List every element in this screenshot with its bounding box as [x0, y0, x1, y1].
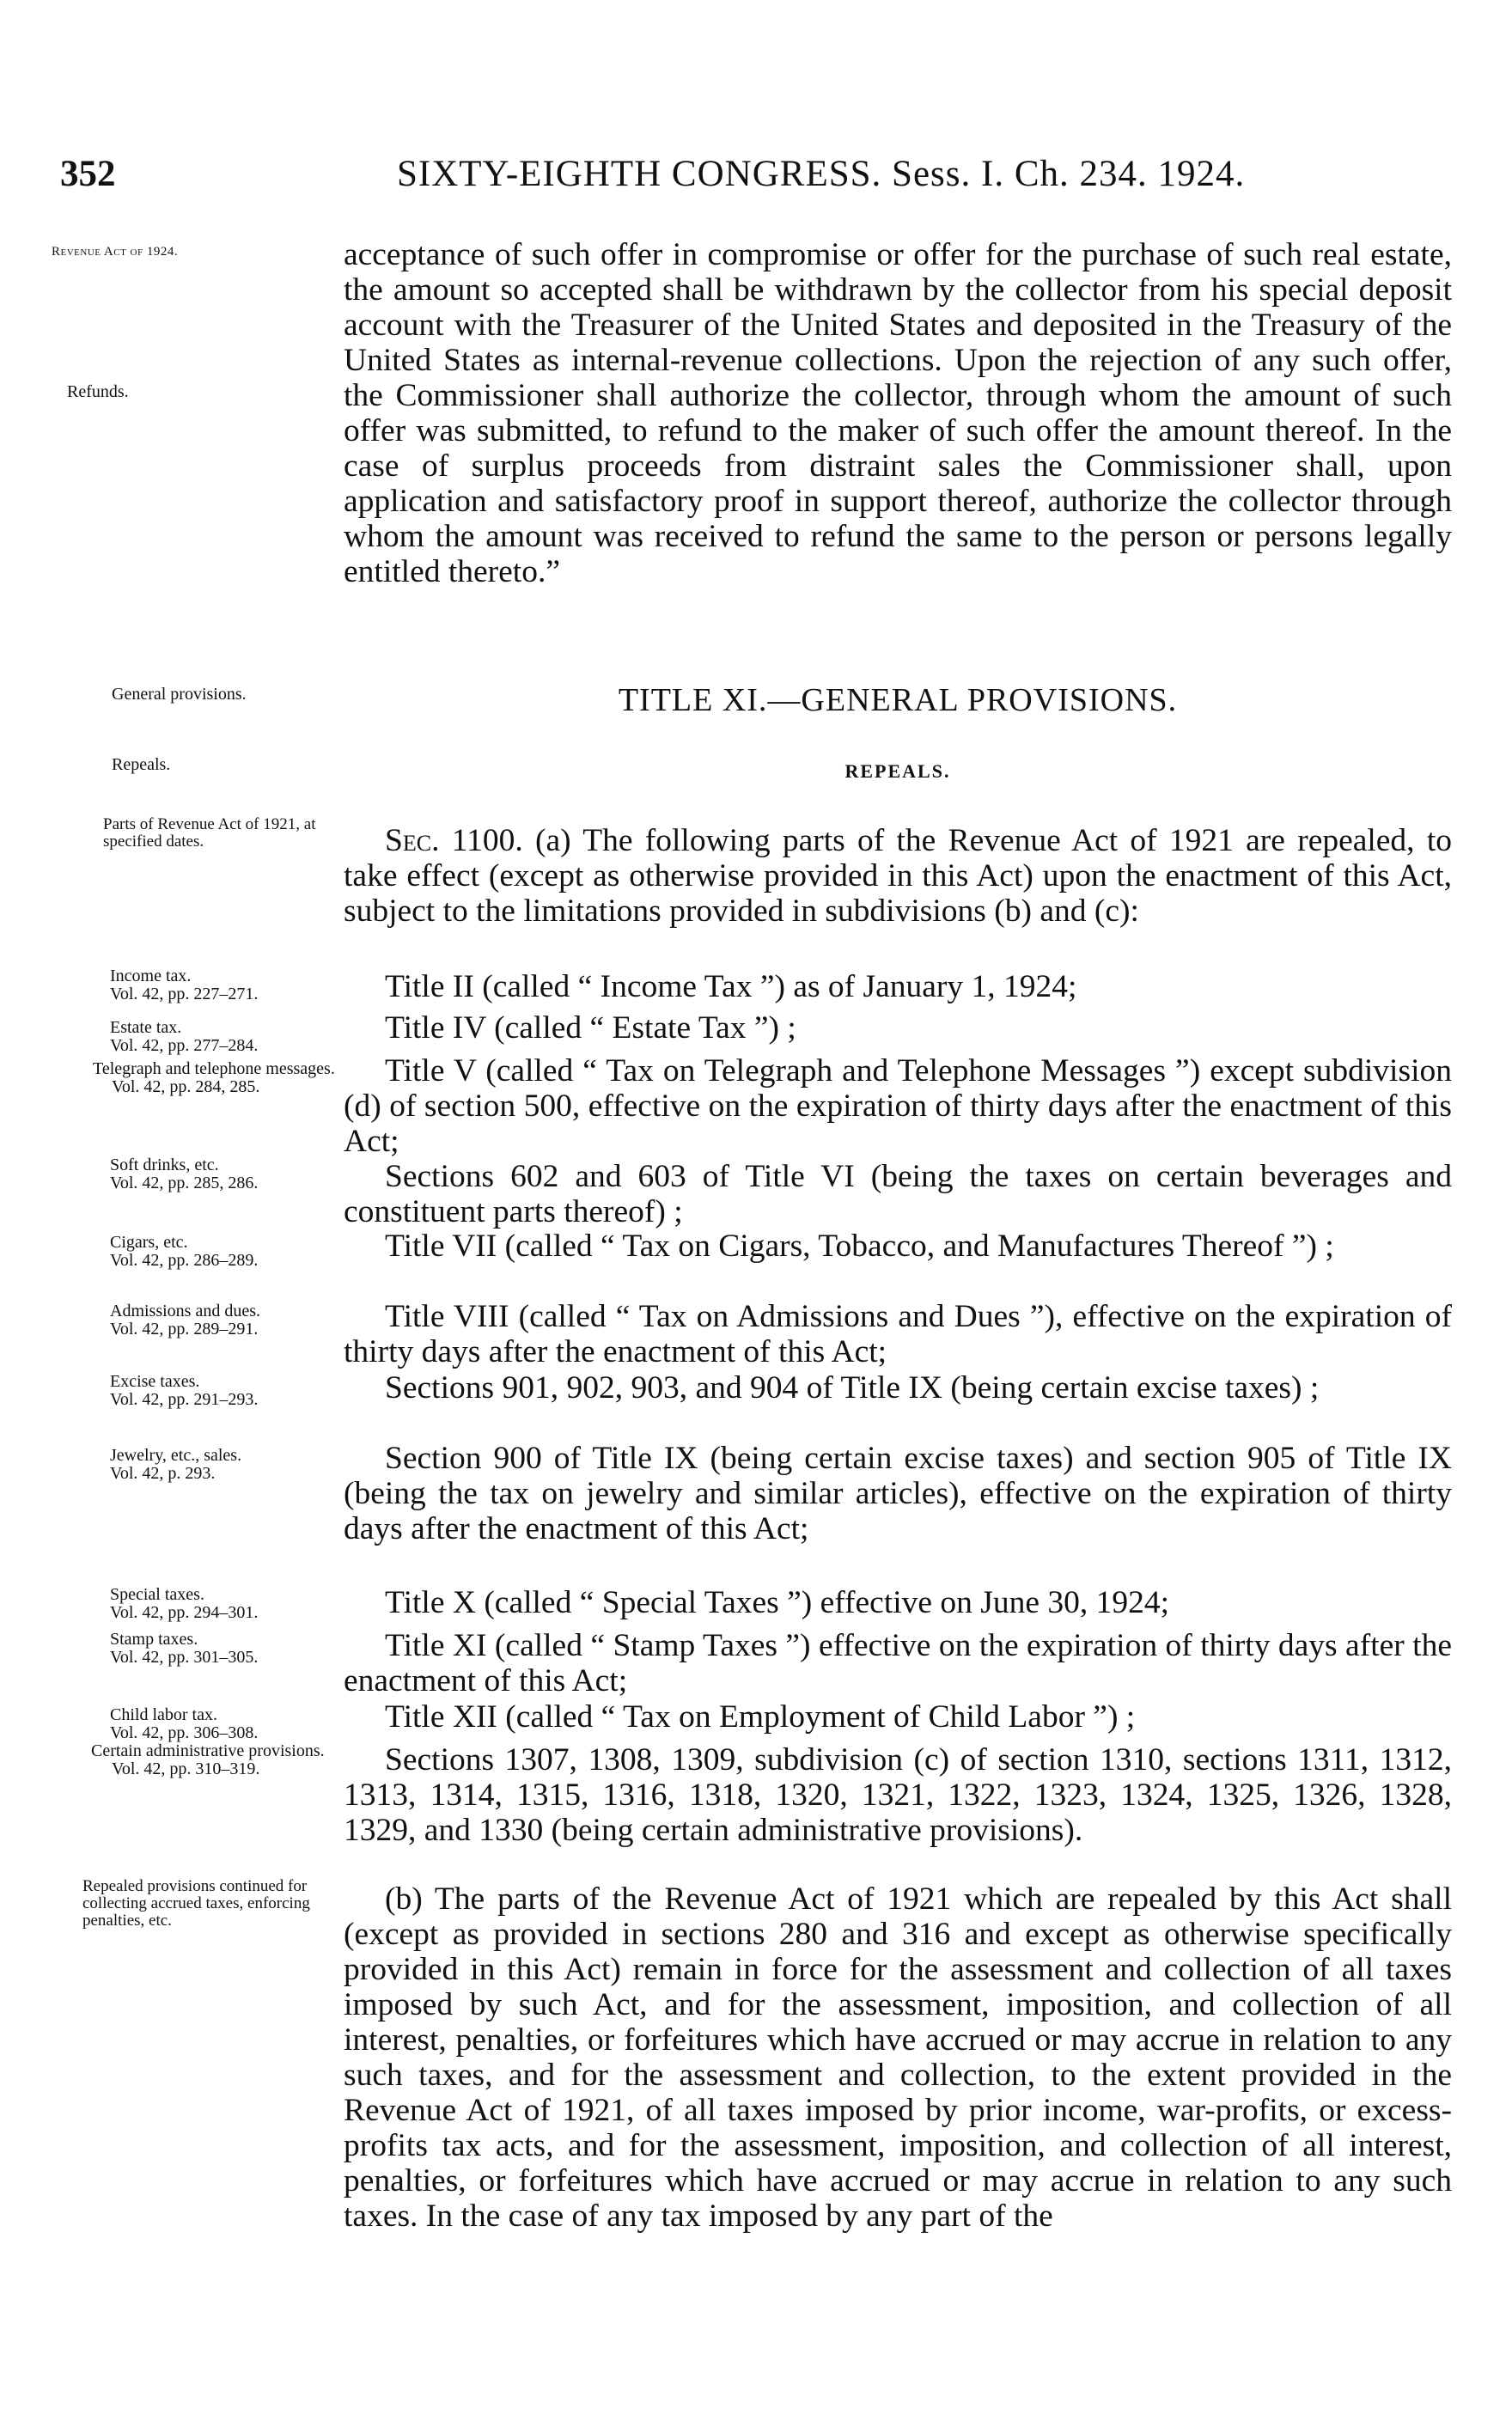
repeal-item-income: Title II (called “ Income Tax ”) as of January 1, 1924;: [385, 969, 1077, 1004]
margin-note-income-tax-ref: Vol. 42, pp. 227–271.: [110, 985, 259, 1003]
margin-note-repeals: Repeals.: [112, 755, 171, 774]
margin-note-excise-ref: Vol. 42, pp. 291–293.: [110, 1390, 259, 1409]
margin-note-estate-tax: [110, 1019, 359, 1055]
margin-note-jewelry: [110, 1447, 359, 1483]
margin-note-child-labor-title: Child labor tax.: [110, 1705, 217, 1724]
repeal-item-child: Title XII (called “ Tax on Employment of Child Labor ”) ;: [385, 1699, 1136, 1735]
margin-note-cigars-title: Cigars, etc.: [110, 1233, 188, 1252]
margin-note-stamp-title: Stamp taxes.: [110, 1630, 198, 1649]
margin-note-admin-ref: Vol. 42, pp. 310–319.: [112, 1759, 260, 1778]
margin-note-estate-tax-ref: Vol. 42, pp. 277–284.: [110, 1036, 259, 1055]
section-1100-text: 1100. (a) The following parts of the Revenue Act of 1921 are repealed, to take effect (except as otherwise provided in this Act) upon the enactment of this Act, subject to the limitations provided in subdivisions (b) and (c):: [344, 823, 1452, 929]
margin-note-special-ref: Vol. 42, pp. 294–301.: [110, 1603, 259, 1622]
margin-note-general-provisions: General provisions.: [112, 685, 247, 704]
margin-note-estate-tax-title: Estate tax.: [110, 1018, 182, 1037]
margin-note-parts-of-act: Parts of Revenue Act of 1921, at specified dates.: [103, 815, 316, 851]
margin-note-telegraph-title: Telegraph and telephone messages.: [93, 1059, 335, 1078]
margin-note-stamp-ref: Vol. 42, pp. 301–305.: [110, 1648, 259, 1667]
running-head: SIXTY-EIGHTH CONGRESS. Sess. I. Ch. 234. 1924.: [397, 154, 1246, 194]
margin-note-cigars-ref: Vol. 42, pp. 286–289.: [110, 1251, 259, 1270]
margin-note-admin: [91, 1742, 342, 1778]
margin-note-telegraph: [93, 1060, 342, 1096]
paragraph-b: (b) The parts of the Revenue Act of 1921 which are repealed by this Act shall (except as provided in sections 280 and 316 and except as otherwise specifically provided in this Act) remain in force for the assessment and collection of all taxes imposed by such Act, and for the assessment, imposition, and collection of all interest, penalties, or forfeitures which have accrued or may accrue in relation to any such taxes, and for the assessment and collection, to the extent provided in the Revenue Act of 1921, of all taxes imposed by prior income, war-profits, or excess-profits tax acts, and for the assessment, imposition, and collection of all interest, penalties, or forfeitures which have accrued or may accrue in relation to any such taxes. In the case of any tax imposed by any part of the: [344, 1881, 1452, 2234]
repeal-item-cigars: Title VII (called “ Tax on Cigars, Tobacco, and Manufactures Thereof ”) ;: [385, 1229, 1334, 1264]
margin-note-soft-drinks: [110, 1156, 359, 1192]
repeal-item-jewelry: Section 900 of Title IX (being certain excise taxes) and section 905 of Title IX (being the tax on jewelry and similar articles), effective on the expiration of thirty days after the enactment of this Act;: [344, 1441, 1452, 1546]
margin-note-admissions-ref: Vol. 42, pp. 289–291.: [110, 1320, 259, 1339]
page-number: 352: [60, 154, 116, 194]
margin-note-jewelry-title: Jewelry, etc., sales.: [110, 1446, 242, 1465]
margin-note-revenue-act: Revenue Act of 1924.: [52, 245, 179, 259]
margin-note-child-labor-ref: Vol. 42, pp. 306–308.: [110, 1723, 259, 1742]
repeals-heading: REPEALS.: [844, 760, 951, 782]
repeal-item-excise: Sections 901, 902, 903, and 904 of Title IX (being certain excise taxes) ;: [385, 1370, 1320, 1406]
margin-note-cigars: [110, 1234, 359, 1270]
repeal-item-stamp: Title XI (called “ Stamp Taxes ”) effective on the expiration of thirty days after the enactment of this Act;: [344, 1628, 1452, 1698]
margin-note-soft-drinks-title: Soft drinks, etc.: [110, 1156, 219, 1174]
margin-note-child-labor: [110, 1706, 359, 1742]
repeal-item-admin: Sections 1307, 1308, 1309, subdivision (c) of section 1310, sections 1311, 1312, 1313, 1314, 1315, 1316, 1318, 1320, 1321, 1322, 1323, 1324, 1325, 1326, 1328, 1329, and 1330 (being certain administrative provisions).: [344, 1742, 1452, 1848]
margin-note-admissions: [110, 1302, 359, 1339]
margin-note-admissions-title: Admissions and dues.: [110, 1302, 260, 1320]
margin-note-special-title: Special taxes.: [110, 1585, 204, 1604]
margin-note-repealed-continued: Repealed provisions continued for collecting accrued taxes, enforcing penalties, etc.: [82, 1877, 310, 1930]
margin-note-excise-title: Excise taxes.: [110, 1372, 200, 1391]
section-label: Sec.: [385, 823, 440, 858]
opening-paragraph: acceptance of such offer in compromise or offer for the purchase of such real estate, the amount so accepted shall be withdrawn by the collector from his special deposit account with the Treasurer of the United States and deposited in the Treasury of the United States as internal-revenue collections. Upon the rejection of any such offer, the Commissioner shall authorize the collector, through whom the amount of such offer was submitted, to refund to the maker of such offer the amount thereof. In the case of surplus proceeds from distraint sales the Commissioner shall, upon application and satisfactory proof in support thereof, authorize the collector through whom the amount was received to refund the same to the person or persons legally entitled thereto.”: [344, 237, 1452, 589]
margin-note-telegraph-ref: Vol. 42, pp. 284, 285.: [112, 1077, 260, 1096]
margin-note-soft-drinks-ref: Vol. 42, pp. 285, 286.: [110, 1174, 259, 1192]
title-heading: TITLE XI.—GENERAL PROVISIONS.: [618, 682, 1178, 718]
margin-note-admin-title: Certain administrative provisions.: [91, 1741, 325, 1760]
repeal-item-sections-602: Sections 602 and 603 of Title VI (being the taxes on certain beverages and constituent parts thereof) ;: [344, 1159, 1452, 1229]
margin-note-income-tax: [110, 967, 359, 1003]
repeal-item-estate: Title IV (called “ Estate Tax ”) ;: [385, 1010, 796, 1046]
margin-note-jewelry-ref: Vol. 42, p. 293.: [110, 1464, 216, 1483]
section-1100-a: [344, 823, 1452, 929]
margin-note-income-tax-title: Income tax.: [110, 967, 192, 985]
repeal-item-telegraph: Title V (called “ Tax on Telegraph and Telephone Messages ”) except subdivision (d) of section 500, effective on the expiration of thirty days after the enactment of this Act;: [344, 1053, 1452, 1159]
margin-note-refunds: Refunds.: [67, 382, 129, 401]
repeal-item-special: Title X (called “ Special Taxes ”) effective on June 30, 1924;: [385, 1585, 1170, 1620]
margin-note-special: [110, 1586, 359, 1622]
running-header: [60, 153, 1452, 204]
repeal-item-admissions: Title VIII (called “ Tax on Admissions and Dues ”), effective on the expiration of thirty days after the enactment of this Act;: [344, 1299, 1452, 1369]
margin-note-stamp: [110, 1631, 359, 1667]
margin-note-excise: [110, 1373, 359, 1409]
